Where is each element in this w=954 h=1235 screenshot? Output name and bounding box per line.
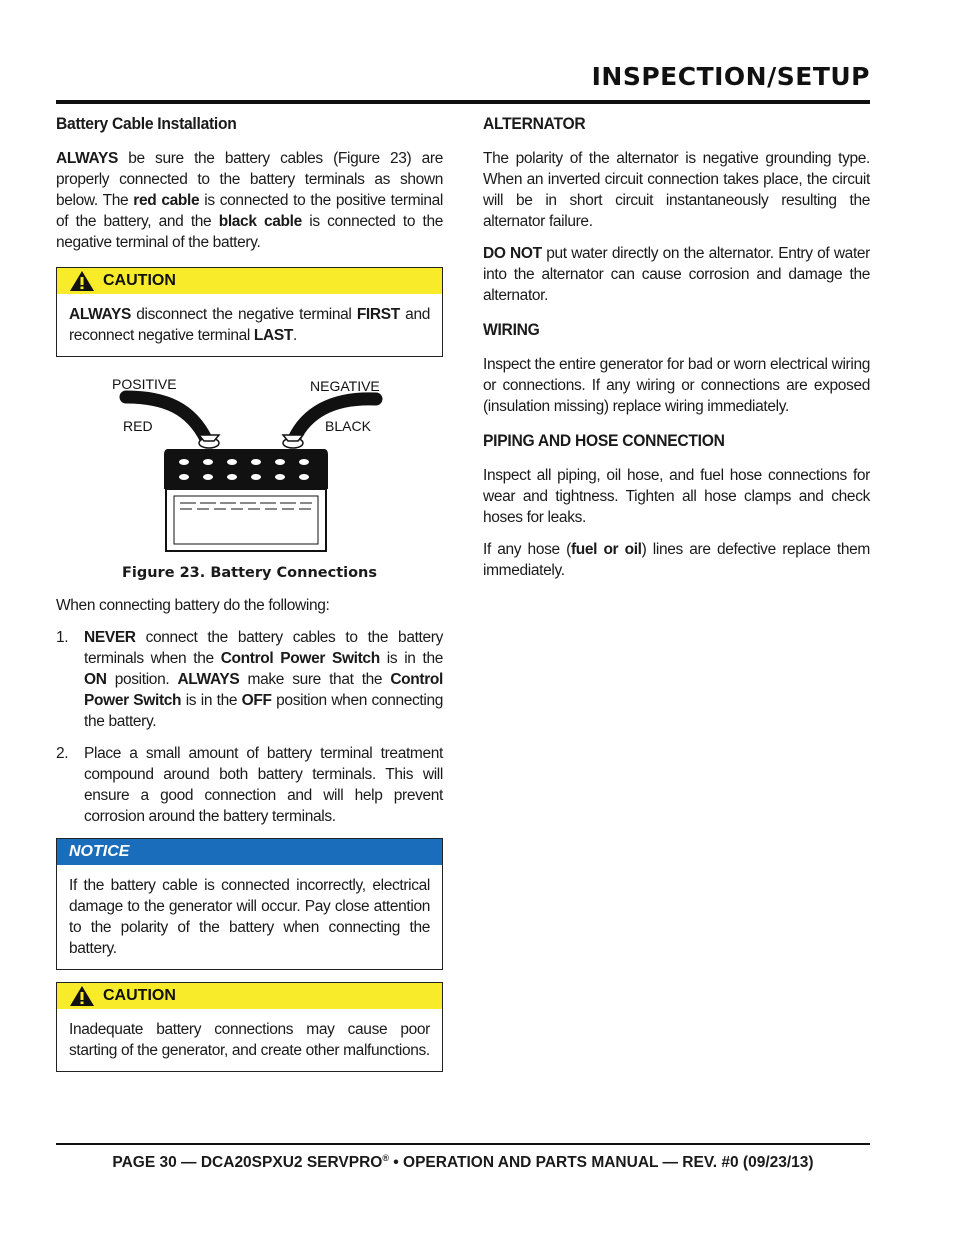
always-emphasis: ALWAYS <box>177 671 240 688</box>
black-cable-emphasis: black cable <box>218 213 302 230</box>
intro-text-2: is connected to the positive terminal of the battery, and the <box>56 192 443 230</box>
caution-body <box>57 1009 442 1071</box>
list-item <box>56 627 443 732</box>
black-label: BLACK <box>325 418 371 434</box>
alternator-heading: ALTERNATOR <box>483 114 586 133</box>
piping-paragraph-1: Inspect all piping, oil hose, and fuel hose connections for wear and tightness. Tighten all hose clamps and check hoses for leaks. <box>483 467 870 526</box>
never-emphasis: NEVER <box>84 629 136 646</box>
piping-text-1: If any hose ( <box>483 541 571 558</box>
wiring-heading: WIRING <box>483 320 540 339</box>
caution-text <box>69 304 430 346</box>
battery-cable-heading: Battery Cable Installation <box>56 114 237 133</box>
do-not-emphasis: DO NOT <box>483 245 542 262</box>
caution-header <box>57 983 442 1009</box>
page-section-title: INSPECTION/SETUP <box>591 62 870 91</box>
battery-connections-figure <box>56 369 443 559</box>
connecting-intro: When connecting battery do the following: <box>56 597 330 614</box>
caution-text: Inadequate battery connections may cause poor starting of the generator, and create other malfunctions. <box>69 1021 430 1059</box>
caution-text-2: and reconnect negative terminal <box>69 306 430 344</box>
caution-label: CAUTION <box>103 987 176 1004</box>
caution-header <box>57 268 442 294</box>
negative-terminal <box>283 435 303 448</box>
registered-mark: ® <box>382 1153 389 1163</box>
footer-rule <box>56 1143 870 1145</box>
intro-text-3: is connected to the negative terminal of the battery. <box>56 213 443 251</box>
step-text: connect the battery cables to the battery terminals when the <box>84 629 443 667</box>
notice-body <box>57 865 442 969</box>
caution-text-3: . <box>293 327 297 344</box>
control-power-switch-emphasis: Control Power Switch <box>220 650 380 667</box>
always-emphasis: ALWAYS <box>69 306 131 323</box>
page-footer <box>56 1153 870 1172</box>
notice-header <box>57 839 442 865</box>
right-column <box>483 114 870 592</box>
control-power-switch-emphasis: Control Power Switch <box>84 671 443 709</box>
positive-terminal <box>199 435 219 448</box>
battery-illustration <box>56 369 443 559</box>
step-text: is in the <box>181 692 242 709</box>
notice-box <box>56 838 443 970</box>
footer-text-post: • OPERATION AND PARTS MANUAL — REV. #0 (09/23/13) <box>388 1154 814 1172</box>
caution-box-connections <box>56 982 443 1072</box>
red-label: RED <box>123 418 153 434</box>
off-emphasis: OFF <box>241 692 272 709</box>
footer-text-pre: PAGE 30 — DCA20SPXU2 SERVPRO <box>112 1154 383 1172</box>
wiring-paragraph: Inspect the entire generator for bad or worn electrical wiring or connections. If any wiring or connections are exposed (insulation missing) replace wiring immediately. <box>483 356 870 415</box>
list-item <box>56 743 443 827</box>
alternator-text: put water directly on the alternator. Entry of water into the alternator can cause corrosion and damage the alternator. <box>483 245 870 304</box>
left-column <box>56 114 443 1084</box>
step-text: position. <box>106 671 178 688</box>
notice-text: If the battery cable is connected incorrectly, electrical damage to the generator will occur. Pay close attention to the polarity of the battery when connecting the battery. <box>69 877 430 957</box>
step-number: 1. <box>56 629 69 646</box>
piping-paragraph-2 <box>483 539 870 581</box>
step-text: position when connecting the battery. <box>84 692 443 730</box>
connection-steps-list <box>56 627 443 827</box>
figure-caption: Figure 23. Battery Connections <box>121 565 378 581</box>
caution-box-disconnect <box>56 267 443 357</box>
always-emphasis: ALWAYS <box>56 150 118 167</box>
warning-triangle-icon <box>69 985 95 1007</box>
intro-text-1: be sure the battery cables (Figure 23) are properly connected to the battery terminals as shown below. The <box>56 150 443 209</box>
step-text: is in the <box>379 650 443 667</box>
battery-intro-paragraph <box>56 148 443 253</box>
piping-heading: PIPING AND HOSE CONNECTION <box>483 431 725 450</box>
fuel-or-oil-emphasis: fuel or oil <box>570 541 642 558</box>
caution-text-1: disconnect the negative terminal <box>130 306 357 323</box>
piping-text-2: ) lines are defective replace them immediately. <box>483 541 870 579</box>
red-cable-emphasis: red cable <box>133 192 200 209</box>
battery-top <box>164 449 328 489</box>
battery-body <box>166 489 326 551</box>
caution-body <box>57 294 442 356</box>
notice-label: NOTICE <box>69 843 130 860</box>
header-rule <box>56 100 870 104</box>
step-number: 2. <box>56 745 69 762</box>
last-emphasis: LAST <box>253 327 293 344</box>
caution-label: CAUTION <box>103 272 176 289</box>
negative-label: NEGATIVE <box>310 378 380 394</box>
step-text: make sure that the <box>239 671 391 688</box>
on-emphasis: ON <box>84 671 107 688</box>
step-text: Place a small amount of battery terminal treatment compound around both battery terminals. This will ensure a good connection and will help prevent corrosion around the battery terminals. <box>84 745 443 825</box>
first-emphasis: FIRST <box>356 306 400 323</box>
alternator-paragraph-2 <box>483 243 870 306</box>
warning-triangle-icon <box>69 270 95 292</box>
alternator-paragraph-1: The polarity of the alternator is negative grounding type. When an inverted circuit connection takes place, the circuit will be in short circuit instantaneously resulting the alternator failure. <box>483 150 870 230</box>
positive-label: POSITIVE <box>112 376 177 392</box>
